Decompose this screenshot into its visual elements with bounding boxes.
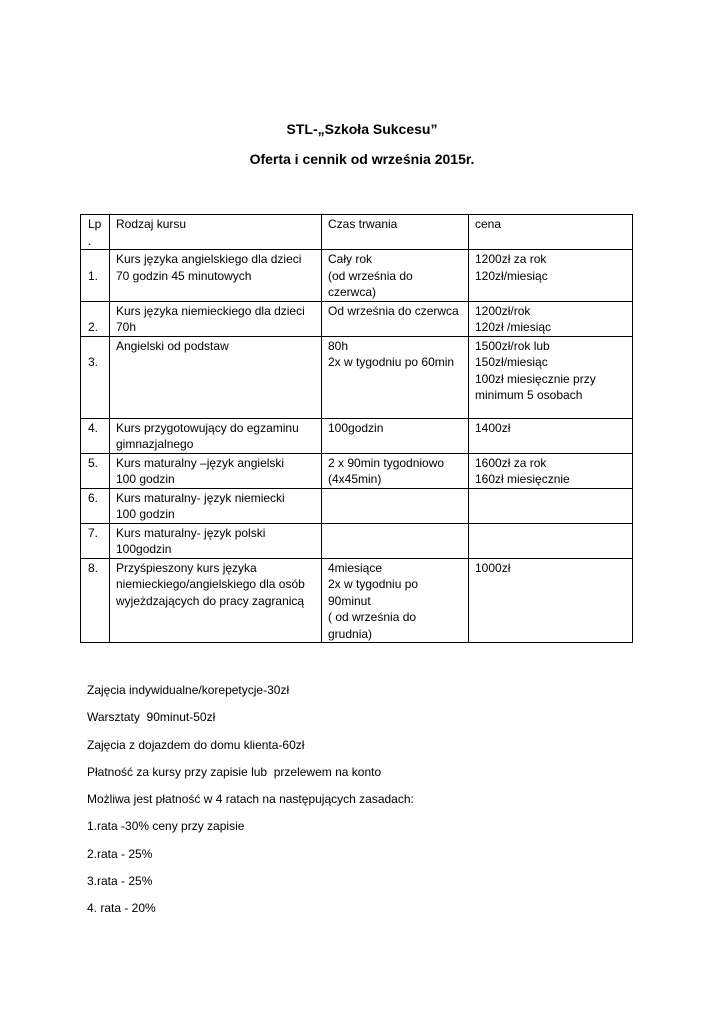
course-duration: Cały rok (od września do czerwca)	[322, 250, 469, 302]
document-title: STL-„Szkoła Sukcesu”	[286, 121, 438, 137]
course-duration: 80h 2x w tygodniu po 60min	[322, 336, 469, 418]
column-header-lp: Lp .	[81, 215, 110, 250]
column-header-course: Rodzaj kursu	[110, 215, 322, 250]
table-row	[81, 488, 633, 523]
course-duration: 100godzin	[322, 418, 469, 453]
course-name: Angielski od podstaw	[110, 336, 322, 418]
note-line: Zajęcia indywidualne/korepetycje-30zł	[87, 683, 290, 697]
table-row	[81, 418, 633, 453]
table-row	[81, 336, 633, 418]
course-name: Kurs przygotowujący do egzaminu gimnazjalnego	[110, 418, 322, 453]
course-name: Kurs maturalny- język polski 100godzin	[110, 523, 322, 558]
course-price	[469, 523, 633, 558]
row-number: 7.	[81, 523, 110, 558]
course-name: Kurs języka niemieckiego dla dzieci 70h	[110, 301, 322, 336]
course-name: Przyśpieszony kurs języka niemieckiego/angielskiego dla osób wyjeżdzających do pracy zagranicą	[110, 558, 322, 643]
note-line: 3.rata - 25%	[87, 874, 153, 889]
note-line: 2.rata - 25%	[87, 846, 153, 861]
course-price: 1400zł	[469, 418, 633, 453]
course-duration: 2 x 90min tygodniowo (4x45min)	[322, 453, 469, 488]
row-number: 2.	[81, 301, 110, 336]
course-duration	[322, 488, 469, 523]
column-header-price: cena	[469, 215, 633, 250]
course-price: 1200zł/rok 120zł /miesiąc	[469, 301, 633, 336]
additional-info	[87, 682, 414, 928]
note-line: 4. rata - 20%	[87, 901, 156, 916]
row-number: 6.	[81, 488, 110, 523]
course-price: 1600zł za rok 160zł miesięcznie	[469, 453, 633, 488]
table-row	[81, 301, 633, 336]
course-name: Kurs języka angielskiego dla dzieci 70 godzin 45 minutowych	[110, 250, 322, 302]
course-price: 1500zł/rok lub 150zł/miesiąc 100zł miesięcznie przy minimum 5 osobach	[469, 336, 633, 418]
note-line: Zajęcia z dojazdem do domu klienta-60zł	[87, 737, 305, 752]
course-duration: 4miesiące 2x w tygodniu po 90minut ( od września do grudnia)	[322, 558, 469, 643]
course-duration	[322, 523, 469, 558]
course-price	[469, 488, 633, 523]
table-row	[81, 523, 633, 558]
row-number: 8.	[81, 558, 110, 643]
note-line: 1.rata -30% ceny przy zapisie	[87, 819, 245, 834]
table-row	[81, 250, 633, 302]
column-header-duration: Czas trwania	[322, 215, 469, 250]
row-number: 4.	[81, 418, 110, 453]
table-row	[81, 558, 633, 643]
row-number: 1.	[81, 250, 110, 302]
course-price: 1000zł	[469, 558, 633, 643]
note-line: Płatność za kursy przy zapisie lub przelewem na konto	[87, 764, 382, 779]
table-header-row	[81, 215, 633, 250]
course-price-table	[80, 214, 633, 643]
row-number: 3.	[81, 336, 110, 418]
course-price: 1200zł za rok 120zł/miesiąc	[469, 250, 633, 302]
course-name: Kurs maturalny- język niemiecki 100 godzin	[110, 488, 322, 523]
document-subtitle: Oferta i cennik od września 2015r.	[249, 151, 475, 167]
note-line: Możliwa jest płatność w 4 ratach na następujących zasadach:	[87, 792, 414, 807]
table-row	[81, 453, 633, 488]
course-name: Kurs maturalny –język angielski 100 godzin	[110, 453, 322, 488]
note-line: Warsztaty 90minut-50zł	[87, 710, 216, 725]
course-duration: Od września do czerwca	[322, 301, 469, 336]
row-number: 5.	[81, 453, 110, 488]
